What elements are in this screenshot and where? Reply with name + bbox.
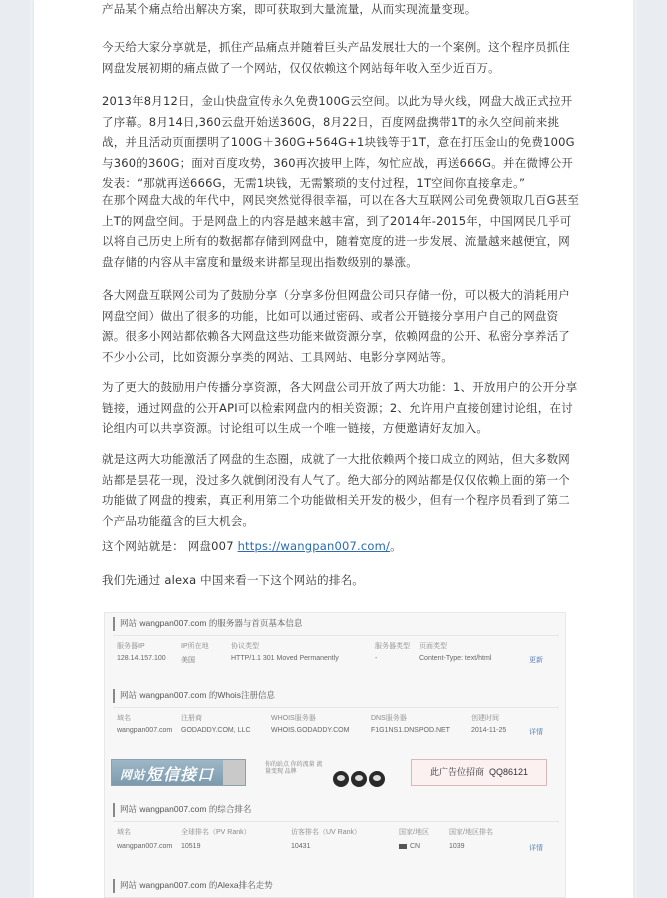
page-margin-left xyxy=(0,0,30,898)
flag-icon xyxy=(399,844,407,849)
value-ip-location: 美国 xyxy=(181,657,195,664)
ad-banner-left-text: 网站 xyxy=(120,768,146,782)
value-server-ip: 128.14.157.100 xyxy=(117,655,166,662)
header-ip-location: IP所在地 xyxy=(181,643,209,650)
sms-interface-ad[interactable] xyxy=(111,759,246,786)
header-rank-domain: 域名 xyxy=(117,829,131,836)
value-whois-server: WHOIS.GODADDY.COM xyxy=(271,727,350,734)
value-pv-rank: 10519 xyxy=(181,843,201,850)
site-line-prefix: 这个网站就是： 网盘007 xyxy=(102,539,238,553)
header-dns-server: DNS服务器 xyxy=(371,715,407,722)
value-page-type: Content-Type: text/html xyxy=(419,655,492,662)
whois-detail-link[interactable]: 详情 xyxy=(529,729,543,736)
value-domain: wangpan007.com xyxy=(117,727,173,734)
paragraph-sharing: 各大网盘互联网公司为了鼓励分享（分享多份但网盘公司只存储一份，可以极大的消耗用户网盘空间）做出了很多的功能，比如可以通过密码、或者公开链接分享用户自己的网盘资源。很多小网站都依赖各大网盘这些功能来做资源分享，依赖网盘的公开、私密分享养活了不少小公司，比如资源分享类的网站、工具网站、电影分享网站等。 xyxy=(102,288,570,364)
mascot-icon xyxy=(369,771,385,787)
header-country: 国家/地区 xyxy=(399,829,429,836)
paragraph-features: 为了更大的鼓励用户传播分享资源，各大网盘公司开放了两大功能：1、开放用户的公开分享链接，通过网盘的公开API可以检索网盘内的相关资源；2、允许用户直接创建讨论组，在讨论组内可以共享资源。讨论组可以生成一个唯一链接，方便邀请好友加入。 xyxy=(102,380,578,435)
ad-slot-button[interactable] xyxy=(411,759,547,786)
header-registrar: 注册商 xyxy=(181,715,202,722)
update-link[interactable]: 更新 xyxy=(529,657,543,664)
paragraph-alexa: 我们先通过 alexa 中国来看一下这个网站的排名。 xyxy=(102,573,364,587)
divider xyxy=(113,821,559,822)
value-country xyxy=(399,843,420,850)
value-country-rank: 1039 xyxy=(449,843,465,850)
ranking-title: 网站 wangpan007.com 的综合排名 xyxy=(113,803,251,817)
paragraph-era: 在那个网盘大战的年代中，网民突然觉得很幸福，可以在各大互联网公司免费领取几百G甚至上T的网盘空间。于是网盘上的内容是越来越丰富，到了2014年-2015年，中国网民几乎可以将自己历史上所有的数据都存储到网盘中，随着宽度的进一步发展、流量越来越便宜，网盘存储的内容从丰富度和量级来讲都呈现出指数级别的暴涨。 xyxy=(102,193,580,269)
value-rank-domain: wangpan007.com xyxy=(117,843,173,850)
alexa-trend-title: 网站 wangpan007.com 的Alexa排名走势 xyxy=(113,879,273,893)
ad-slot-qq: QQ86121 xyxy=(489,767,529,777)
site-line-suffix: 。 xyxy=(390,539,402,553)
header-server-ip: 服务器IP xyxy=(117,643,145,650)
site-link[interactable]: https://wangpan007.com/ xyxy=(237,539,391,553)
alexa-screenshot xyxy=(104,612,566,898)
divider xyxy=(113,707,559,708)
ranking-detail-link[interactable]: 详情 xyxy=(529,845,543,852)
paragraph-site xyxy=(102,536,580,557)
promo-ad-text: 你的站点 你的流量 流量变现 品牌 xyxy=(265,762,323,775)
ad-banner-right-text: 短信接口 xyxy=(146,767,215,784)
whois-title: 网站 wangpan007.com 的Whois注册信息 xyxy=(113,689,275,703)
server-info-title: 网站 wangpan007.com 的服务器与首页基本信息 xyxy=(113,617,302,631)
paragraph-history: 2013年8月12日，金山快盘宣传永久免费100G云空间。以此为导火线，网盘大战正式拉开了序幕。8月14日,360云盘开始送360G，8月22日，百度网盘携带1T的永久空间前来挑战，并且活动页面摆明了100G＋360G+564G+1块钱等于1T，意在打压金山的免费100G与360的360G；面对百度攻势，360再次披甲上阵，匆忙应战，再送666G。并在微博公开发表：“那就再送666G，无需1块钱，无需繁琐的支付过程，1T空间你直接拿走。” xyxy=(102,94,575,190)
paragraph-intro: 产品某个痛点给出解决方案，即可获取到大量流量，从而实现流量变现。 xyxy=(102,2,477,16)
header-created: 创建时间 xyxy=(471,715,499,722)
mascot-icon xyxy=(333,771,349,787)
phone-icon xyxy=(223,760,245,785)
page-margin-right xyxy=(637,0,667,898)
divider xyxy=(113,635,559,636)
promo-ad[interactable] xyxy=(265,759,405,787)
header-whois-server: WHOIS服务器 xyxy=(271,715,316,722)
value-created: 2014-11-25 xyxy=(471,727,507,734)
mascot-icon xyxy=(351,771,367,787)
value-server-type: - xyxy=(375,655,378,662)
value-protocol: HTTP/1.1 301 Moved Permanently xyxy=(231,655,339,662)
value-uv-rank: 10431 xyxy=(291,843,311,850)
header-pv-rank: 全球排名（PV Rank） xyxy=(181,829,251,836)
header-protocol: 协议类型 xyxy=(231,643,259,650)
header-page-type: 页面类型 xyxy=(419,643,447,650)
header-uv-rank: 访客排名（UV Rank） xyxy=(291,829,362,836)
paragraph-case: 今天给大家分享就是，抓住产品痛点并随着巨头产品发展壮大的一个案例。这个程序员抓住网盘发展初期的痛点做了一个网站，仅仅依赖这个网站每年收入至少近百万。 xyxy=(102,40,570,75)
value-registrar: GODADDY.COM, LLC xyxy=(181,727,251,734)
value-dns-server: F1G1NS1.DNSPOD.NET xyxy=(371,727,450,734)
paragraph-ecosystem: 就是这两大功能激活了网盘的生态圈，成就了一大批依赖两个接口成立的网站，但大多数网站都是昙花一现，没过多久就倒闭没有人气了。绝大部分的网站都是仅仅依赖上面的第一个功能做了网盘的搜索，真正利用第二个功能做相关开发的极少，但有一个程序员看到了第二个产品功能蕴含的巨大机会。 xyxy=(102,452,570,528)
header-server-type: 服务器类型 xyxy=(375,643,410,650)
header-country-rank: 国家/地区排名 xyxy=(449,829,493,836)
value-country-code: CN xyxy=(410,843,421,850)
ad-slot-label: 此广告位招商 xyxy=(429,767,484,777)
header-domain: 域名 xyxy=(117,715,131,722)
